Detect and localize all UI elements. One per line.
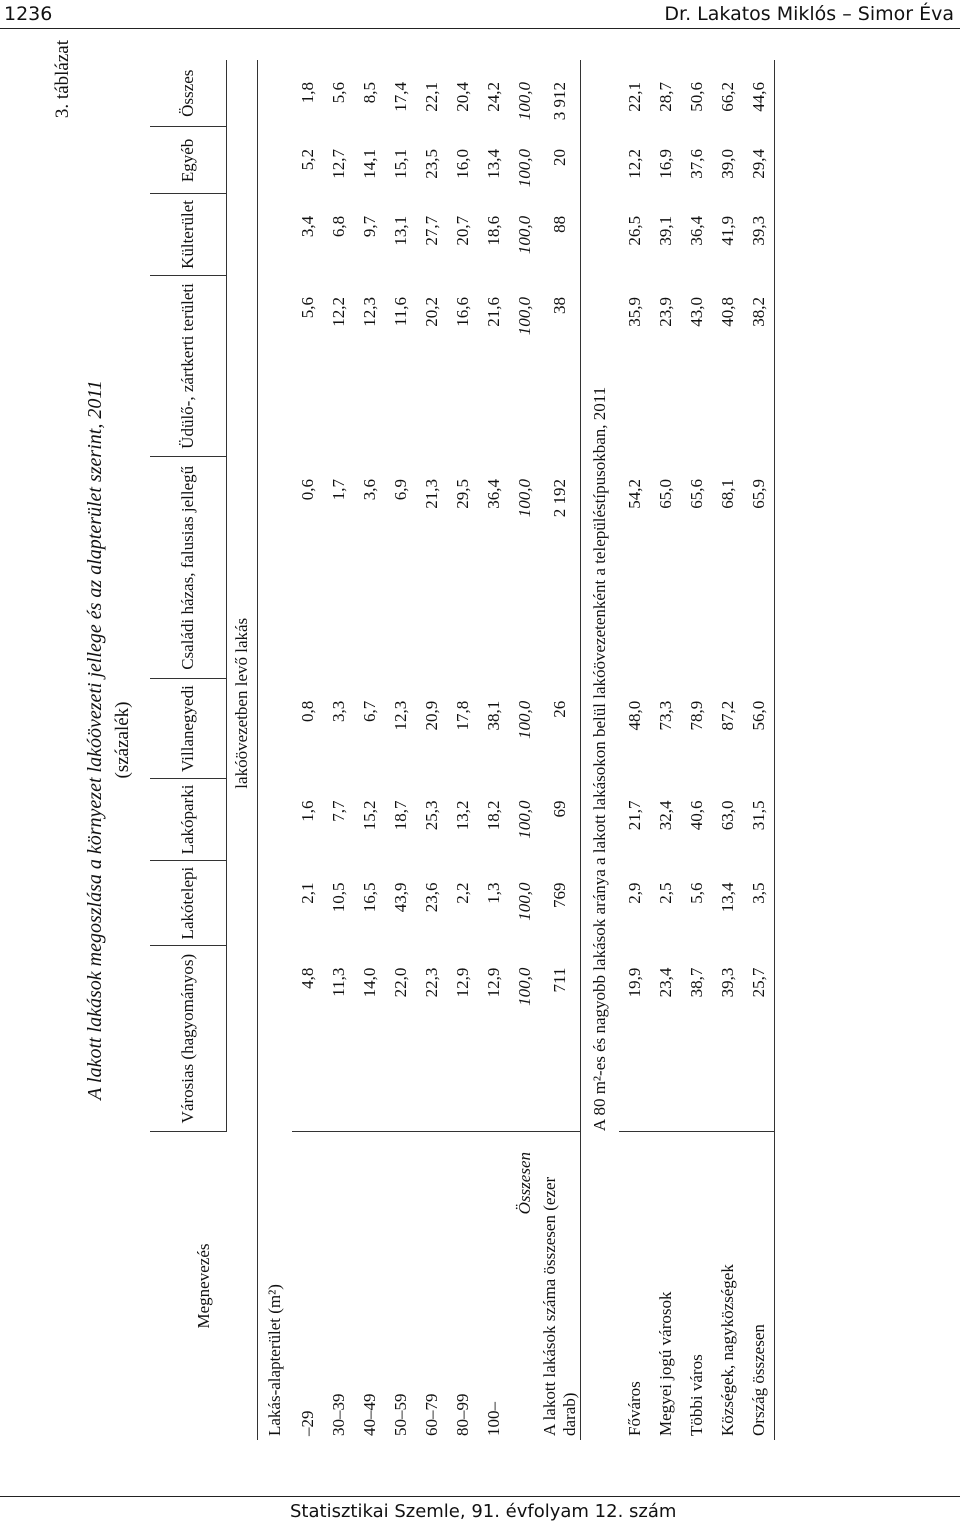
- table-cell: 66,2: [717, 82, 737, 112]
- table-row: [540, 60, 581, 1440]
- table-cell: 16,6: [452, 297, 472, 327]
- table-cell: 1,8: [297, 82, 317, 104]
- table-cell: 20,4: [452, 82, 472, 112]
- table-cell: 7,7: [328, 800, 348, 822]
- table-cell: 100,0: [509, 946, 540, 1132]
- table-row: [292, 60, 323, 1440]
- table-cell: 100,0: [514, 882, 534, 921]
- table-cell: 2,9: [624, 882, 644, 904]
- table-cell: 39,3: [712, 946, 743, 1132]
- table-cell: 54,2: [624, 478, 644, 509]
- table-cell: 2,1: [297, 882, 317, 904]
- table-cell: 2,2: [452, 882, 472, 904]
- table-cell: 2 192: [540, 457, 581, 679]
- column-header: Lakóparki: [150, 778, 227, 860]
- table-cell: 1,6: [297, 800, 317, 822]
- table-cell: 100,0: [514, 148, 534, 188]
- table-cell: 25,7: [743, 946, 775, 1132]
- table-cell: 17,4: [390, 82, 410, 112]
- table-cell: 23,6: [421, 882, 441, 913]
- table-row: [323, 60, 354, 1440]
- table-cell: 3,3: [328, 700, 348, 722]
- table-cell: 100,0: [514, 297, 534, 336]
- row-label: 100–: [483, 1402, 503, 1436]
- table-body: [258, 60, 775, 1440]
- table-cell: 65,6: [686, 478, 706, 509]
- running-authors: Dr. Lakatos Miklós – Simor Éva: [664, 3, 954, 25]
- table-cell: 12,3: [359, 297, 379, 327]
- row-label: 60–79: [421, 1393, 441, 1436]
- table-cell: 1,7: [328, 478, 348, 501]
- table-cell: 5,2: [297, 148, 317, 171]
- table-cell: 12,3: [390, 700, 410, 731]
- table-row: [619, 60, 650, 1440]
- table-cell: 39,1: [655, 215, 675, 246]
- table-unit: (százalék): [112, 701, 133, 779]
- row-label: 30–39: [328, 1393, 348, 1436]
- column-header: Villanegyedi: [150, 679, 227, 779]
- table-title: A lakott lakások megoszlása a környezet lakóövezeti jellege és az alapterület szerint, 2011: [84, 380, 106, 1100]
- column-header: Családi házas, falusias jellegű: [150, 457, 227, 679]
- section-title-row: [581, 60, 620, 1440]
- table-cell: 73,3: [655, 700, 675, 731]
- section-title: A 80 m²-es és nagyobb lakások aránya a lakott lakásokon belül lakóövezetenként a településtípusokban, 2011: [590, 386, 609, 1132]
- table-cell: 69: [540, 778, 581, 860]
- table-cell: 18,6: [483, 215, 503, 246]
- table-cell: 3,4: [297, 215, 317, 238]
- table-row: [650, 60, 681, 1440]
- footer-rule: [0, 1496, 960, 1497]
- table-cell: 41,9: [717, 215, 737, 246]
- table-cell: 25,3: [421, 800, 441, 831]
- row-label: Főváros: [624, 1381, 644, 1436]
- table-cell: 8,5: [359, 82, 379, 104]
- table-cell: 6,9: [390, 478, 410, 501]
- table-row: [447, 60, 478, 1440]
- table-cell: 769: [540, 861, 581, 946]
- table-cell: 21,6: [483, 297, 503, 327]
- table-cell: 14,0: [354, 946, 385, 1132]
- table-cell: 37,6: [686, 148, 706, 179]
- table-cell: 35,9: [624, 297, 644, 327]
- table-cell: 16,0: [452, 148, 472, 179]
- column-group-label: lakóövezetben levő lakás: [227, 275, 258, 1131]
- table-cell: 65,9: [743, 457, 775, 679]
- table-cell: 6,7: [359, 700, 379, 722]
- column-header: Külterület: [150, 194, 227, 275]
- section-title: Lakás-alapterület (m²): [265, 1284, 284, 1436]
- table-cell: 100,0: [514, 700, 534, 739]
- table-cell: 16,5: [359, 882, 379, 913]
- rotated-table-region: [52, 40, 856, 1440]
- table-cell: 65,0: [655, 478, 675, 509]
- name-column-header: Megnevezés: [150, 1132, 258, 1441]
- table-cell: 10,5: [328, 882, 348, 913]
- table-cell: 26,5: [624, 215, 644, 246]
- journal-footer: Statisztikai Szemle, 91. évfolyam 12. szám: [290, 1501, 677, 1522]
- table-cell: 5,6: [328, 82, 348, 104]
- table-row: [509, 60, 540, 1440]
- table-cell: 15,2: [359, 800, 379, 831]
- table-cell: 32,4: [655, 800, 675, 831]
- table-cell: 5,6: [686, 882, 706, 904]
- table-row: [416, 60, 447, 1440]
- table-cell: 21,7: [624, 800, 644, 831]
- table-cell: 22,1: [624, 82, 644, 112]
- table-cell: 3,6: [359, 478, 379, 501]
- row-label: Ország összesen: [743, 1132, 775, 1441]
- table-row: [681, 60, 712, 1440]
- row-label: 40–49: [359, 1393, 379, 1436]
- table-cell: 4,8: [292, 946, 323, 1132]
- table-cell: 43,0: [686, 297, 706, 327]
- table-cell: 18,7: [390, 800, 410, 831]
- table-cell: 11,6: [390, 297, 410, 327]
- table-cell: 56,0: [743, 679, 775, 779]
- column-header: Városias (hagyományos): [150, 946, 227, 1132]
- table-cell: 63,0: [717, 800, 737, 831]
- section-title-row: [258, 60, 293, 1440]
- header-rule: [0, 28, 960, 29]
- table-cell: 711: [540, 946, 581, 1132]
- table-row: [712, 60, 743, 1440]
- row-label: Többi város: [686, 1354, 706, 1436]
- table-cell: 12,9: [447, 946, 478, 1132]
- table-cell: 36,4: [483, 478, 503, 509]
- data-table: [150, 60, 775, 1440]
- page-header: [0, 0, 960, 34]
- table-row: [385, 60, 416, 1440]
- table-cell: 31,5: [743, 778, 775, 860]
- table-cell: 38,7: [681, 946, 712, 1132]
- table-cell: 20: [540, 127, 581, 194]
- table-cell: 13,4: [483, 148, 503, 179]
- table-cell: 16,9: [655, 148, 675, 179]
- table-cell: 44,6: [743, 60, 775, 127]
- table-cell: 2,5: [655, 882, 675, 904]
- table-cell: 100,0: [514, 82, 534, 121]
- table-cell: 14,1: [359, 148, 379, 179]
- table-cell: 23,9: [655, 297, 675, 327]
- table-cell: 68,1: [717, 478, 737, 509]
- row-label: Összesen: [514, 1152, 534, 1215]
- table-cell: 38,2: [743, 275, 775, 457]
- table-cell: 13,1: [390, 215, 410, 246]
- table-row: [354, 60, 385, 1440]
- table-cell: 43,9: [390, 882, 410, 913]
- table-cell: 12,7: [328, 148, 348, 179]
- table-cell: 20,7: [452, 215, 472, 246]
- table-cell: 28,7: [655, 82, 675, 112]
- table-cell: 26: [540, 679, 581, 779]
- column-header: Összes: [150, 60, 227, 127]
- table-cell: 39,3: [743, 194, 775, 275]
- table-cell: 78,9: [686, 700, 706, 731]
- table-cell: 100,0: [514, 800, 534, 839]
- table-cell: 29,5: [452, 478, 472, 509]
- row-label: –29: [297, 1410, 317, 1436]
- table-row: [478, 60, 509, 1440]
- table-cell: 0,6: [297, 478, 317, 501]
- column-header-row: [150, 60, 227, 1440]
- table-cell: 23,4: [650, 946, 681, 1132]
- table-cell: 13,4: [717, 882, 737, 913]
- column-header: Lakótelepi: [150, 861, 227, 946]
- table-cell: 12,9: [478, 946, 509, 1132]
- row-label: Megyei jogú városok: [655, 1291, 675, 1436]
- table-cell: 38: [540, 275, 581, 457]
- table-cell: 48,0: [624, 700, 644, 731]
- table-cell: 19,9: [619, 946, 650, 1132]
- row-label: A lakott lakások száma összesen (ezer darab): [540, 1132, 581, 1441]
- table-cell: 3,5: [743, 861, 775, 946]
- table-cell: 5,6: [297, 297, 317, 319]
- column-header: Üdülő-, zártkerti területi: [150, 275, 227, 457]
- table-cell: 12,2: [624, 148, 644, 179]
- table-cell: 15,1: [390, 148, 410, 179]
- table-cell: 20,2: [421, 297, 441, 327]
- table-cell: 39,0: [717, 148, 737, 179]
- table-cell: 21,3: [421, 478, 441, 509]
- table-cell: 36,4: [686, 215, 706, 246]
- table-label: 3. táblázat: [52, 40, 73, 119]
- table-cell: 12,2: [328, 297, 348, 327]
- table-cell: 3 912: [540, 60, 581, 127]
- table-cell: 38,1: [483, 700, 503, 731]
- table-cell: 11,3: [323, 946, 354, 1132]
- table-cell: 13,2: [452, 800, 472, 831]
- table-cell: 22,0: [385, 946, 416, 1132]
- table-cell: 40,6: [686, 800, 706, 831]
- table-cell: 22,3: [416, 946, 447, 1132]
- row-label: 50–59: [390, 1393, 410, 1436]
- row-label: Községek, nagyközségek: [717, 1264, 737, 1436]
- table-cell: 23,5: [421, 148, 441, 179]
- table-cell: 22,1: [421, 82, 441, 112]
- table-cell: 100,0: [514, 478, 534, 518]
- table-cell: 27,7: [421, 215, 441, 246]
- table-cell: 40,8: [717, 297, 737, 327]
- table-cell: 50,6: [686, 82, 706, 112]
- table-cell: 29,4: [743, 127, 775, 194]
- table-cell: 18,2: [483, 800, 503, 831]
- table-cell: 24,2: [483, 82, 503, 112]
- table-cell: 6,8: [328, 215, 348, 238]
- page-number: 1236: [4, 3, 53, 25]
- table-cell: 20,9: [421, 700, 441, 731]
- table-cell: 0,8: [297, 700, 317, 722]
- row-label: 80–99: [452, 1393, 472, 1436]
- table-cell: 100,0: [514, 215, 534, 255]
- table-row: [743, 60, 775, 1440]
- table-cell: 9,7: [359, 215, 379, 238]
- column-header: Egyéb: [150, 127, 227, 194]
- table-cell: 87,2: [717, 700, 737, 731]
- table-cell: 88: [540, 194, 581, 275]
- table-cell: 1,3: [483, 882, 503, 904]
- table-cell: 17,8: [452, 700, 472, 731]
